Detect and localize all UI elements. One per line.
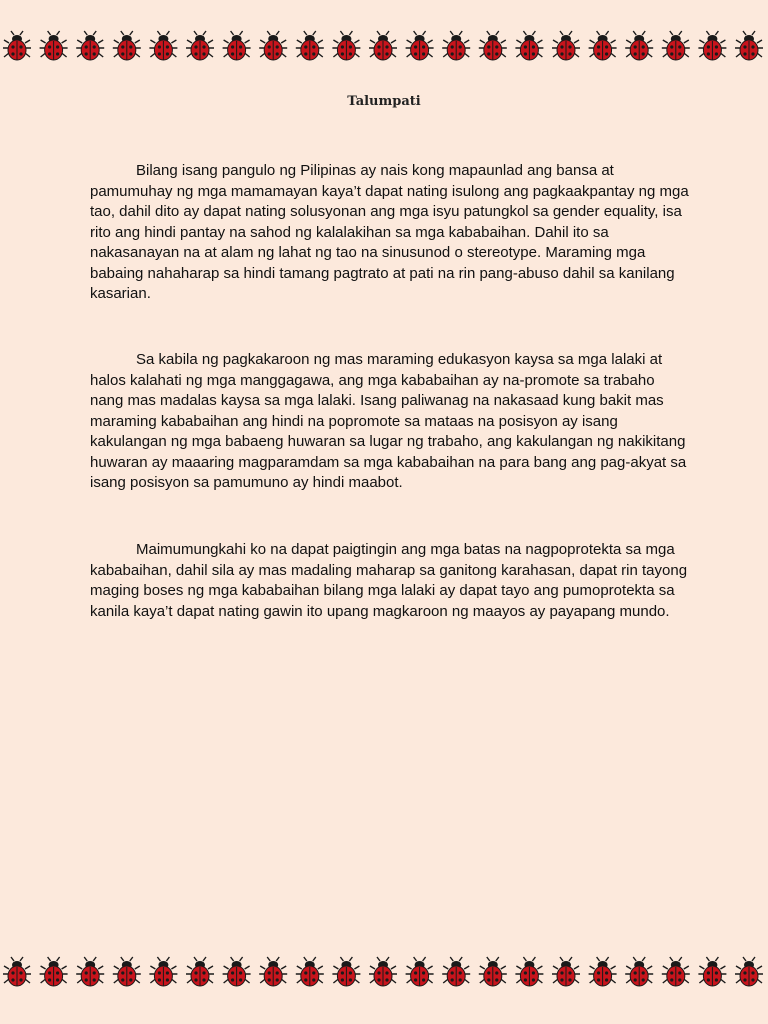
ladybug-icon	[698, 957, 726, 986]
paragraph-3: Maimumungkahi ko na dapat paigtingin ang mga batas na nagpoprotekta sa mga kababaihan, dahil sila ay mas madaling maharap sa ganitong karahasan, dapat rin tayong maging boses ng mga kababaihan bilang mga lalaki ay dapat tayo ang pumoprotekta sa kanila kaya’t dapat nating gawin ito upang magkaroon ng maayos ay payapang mundo.	[90, 541, 688, 620]
ladybug-icon	[698, 31, 726, 60]
ladybug-icon	[589, 957, 617, 986]
ladybug-row	[0, 954, 768, 994]
ladybug-icon	[625, 31, 653, 60]
ladybug-icon	[515, 31, 543, 60]
ladybug-icon	[442, 31, 470, 60]
ladybug-icon	[259, 31, 287, 60]
ladybug-border-bottom	[0, 954, 768, 994]
ladybug-icon	[479, 31, 507, 60]
ladybug-border-top	[0, 28, 768, 68]
ladybug-icon	[40, 957, 68, 986]
ladybug-icon	[625, 957, 653, 986]
ladybug-icon	[186, 957, 214, 986]
ladybug-icon	[479, 957, 507, 986]
ladybug-icon	[3, 31, 31, 60]
ladybug-icon	[296, 957, 324, 986]
ladybug-icon	[76, 31, 104, 60]
ladybug-icon	[735, 957, 763, 986]
ladybug-icon	[589, 31, 617, 60]
ladybug-icon	[406, 957, 434, 986]
page-title: Talumpati	[347, 94, 421, 109]
ladybug-icon	[442, 957, 470, 986]
ladybug-icon	[662, 957, 690, 986]
ladybug-icon	[662, 31, 690, 60]
ladybug-icon	[223, 31, 251, 60]
ladybug-icon	[40, 31, 68, 60]
ladybug-icon	[369, 957, 397, 986]
ladybug-icon	[113, 31, 141, 60]
ladybug-icon	[552, 957, 580, 986]
ladybug-icon	[3, 957, 31, 986]
ladybug-icon	[406, 31, 434, 60]
ladybug-icon	[735, 31, 763, 60]
paragraph-2: Sa kabila ng pagkakaroon ng mas maraming edukasyon kaysa sa mga lalaki at halos kalahati ng mga manggagawa, ang mga kababaihan ay na-promote sa trabaho nang mas madalas kaysa sa mga lalaki. Isang paliwanag na nakasaad kung bakit mas maraming kababaihan ang hindi na popromote sa mataas na posisyon ay isang kakulangan ng mga babaeng huwaran sa lugar ng trabaho, ang kakulangan ng nakikitang huwaran ay maaaring magparamdam sa mga kababaihan na para bang ang pag-akyat sa isang posisyon sa pamumuno ay hindi maabot.	[90, 351, 687, 491]
ladybug-icon	[223, 957, 251, 986]
ladybug-icon	[259, 957, 287, 986]
ladybug-icon	[296, 31, 324, 60]
ladybug-icon	[552, 31, 580, 60]
ladybug-icon	[113, 957, 141, 986]
ladybug-icon	[369, 31, 397, 60]
ladybug-icon	[186, 31, 214, 60]
paragraph-1: Bilang isang pangulo ng Pilipinas ay nais kong mapaunlad ang bansa at pamumuhay ng mga mamamayan kaya’t dapat nating isulong ang pagkaakpantay ng mga tao, dahil dito ay dapat nating solusyonan ang mga isyu patungkol sa gender equality, isa rito ang hindi pantay na sahod ng kalalakihan sa mga kababaihan. Dahil ito sa nakasanayan na at alam ng lahat ng tao na sinusunod o stereotype. Maraming mga babaing nahaharap sa hindi tamang pagtrato at pati na rin pang-abuso dahil sa kanilang kasarian.	[90, 162, 689, 302]
ladybug-icon	[332, 957, 360, 986]
ladybug-icon	[332, 31, 360, 60]
ladybug-icon	[149, 957, 177, 986]
ladybug-icon	[515, 957, 543, 986]
ladybug-icon	[76, 957, 104, 986]
ladybug-row	[0, 28, 768, 68]
ladybug-icon	[149, 31, 177, 60]
